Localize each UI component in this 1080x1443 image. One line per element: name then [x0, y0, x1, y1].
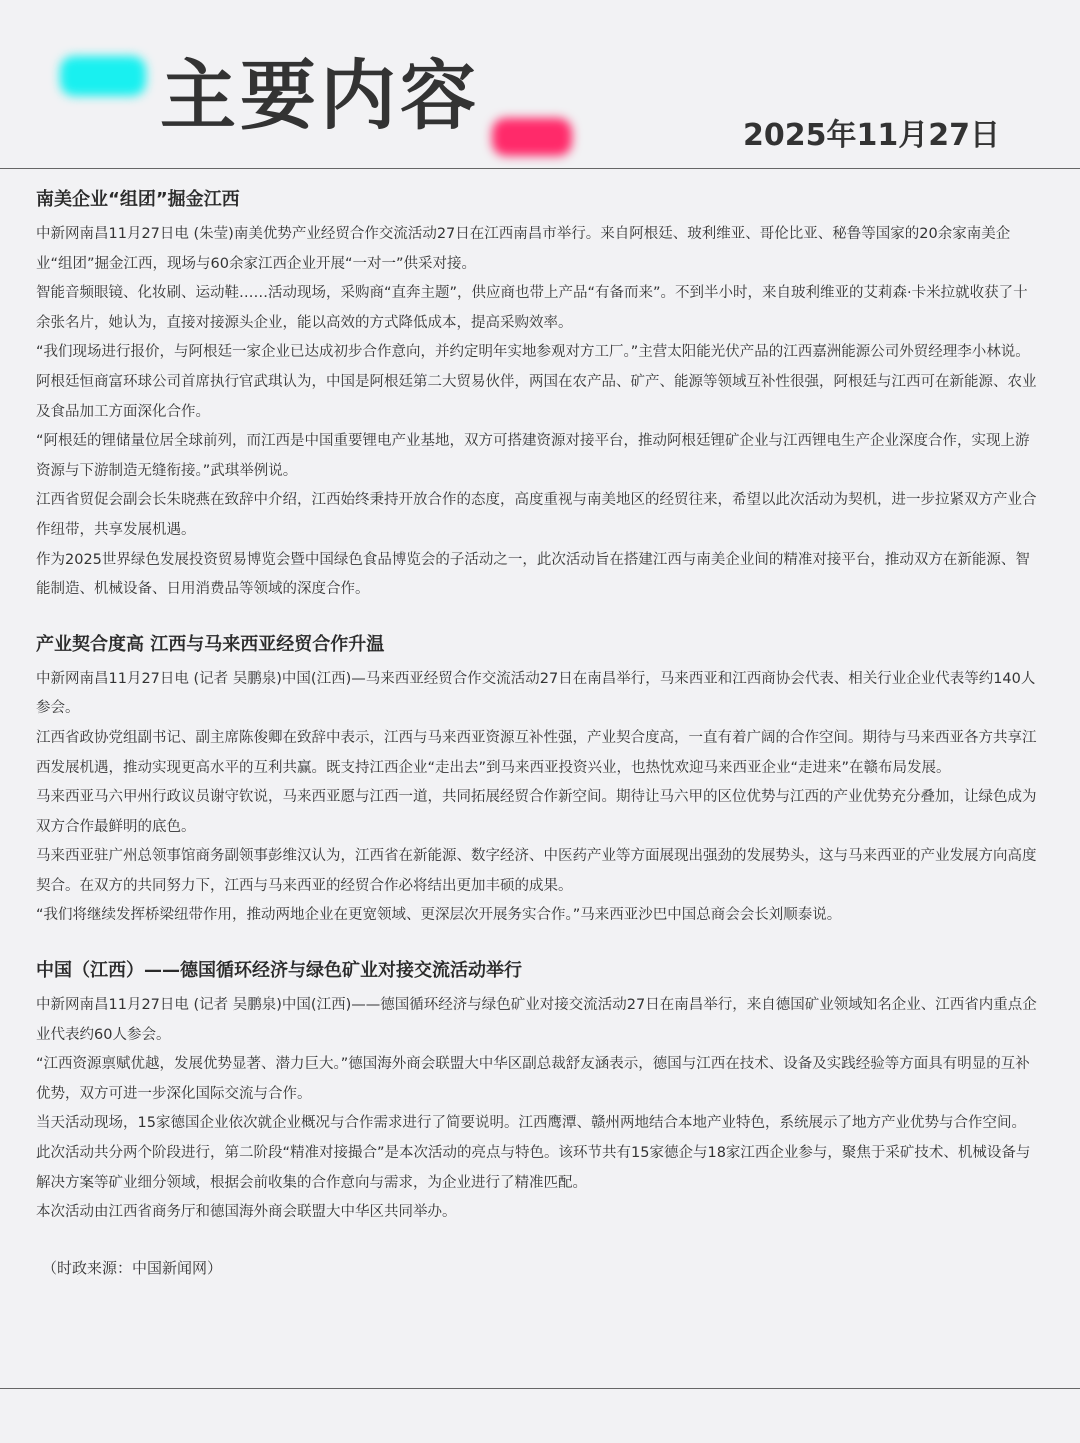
news-source: （时政来源：中国新闻网） — [42, 1258, 223, 1277]
article-paragraph: 本次活动由江西省商务厅和德国海外商会联盟大中华区共同举办。 — [36, 1204, 457, 1221]
article-paragraph: 中新网南昌11月27日电 (记者 吴鹏泉)中国(江西)——德国循环经济与绿色矿业对接交流活动27日在南昌举行，来自德国矿业领域知名企业、江西省内重点企业代表约60人参会。 — [36, 997, 1037, 1043]
header — [0, 0, 1080, 168]
decorative-pink-highlight — [492, 118, 572, 156]
article-paragraph: “我们现场进行报价，与阿根廷一家企业已达成初步合作意向，并约定明年实地参观对方工厂。”主营太阳能光伏产品的江西嘉洲能源公司外贸经理李小林说。 — [36, 344, 1030, 361]
article-paragraph: 阿根廷恒商富环球公司首席执行官武琪认为，中国是阿根廷第二大贸易伙伴，两国在农产品、矿产、能源等领域互补性很强，阿根廷与江西可在新能源、农业及食品加工方面深化合作。 — [36, 373, 1037, 420]
page-date: 2025年11月27日 — [743, 118, 1000, 153]
footer-divider — [0, 1388, 1080, 1389]
article-paragraph: 当天活动现场，15家德国企业依次就企业概况与合作需求进行了简要说明。江西鹰潭、赣州两地结合本地产业特色，系统展示了地方产业优势与合作空间。 — [36, 1115, 1026, 1132]
article-germany — [36, 957, 1040, 1228]
article-title: 南美企业“组团”掘金江西 — [36, 189, 240, 210]
decorative-cyan-highlight — [60, 56, 146, 96]
article-paragraph: 中新网南昌11月27日电 (记者 吴鹏泉)中国(江西)—马来西亚经贸合作交流活动27日在南昌举行，马来西亚和江西商协会代表、相关行业企业代表等约140人参会。 — [36, 670, 1036, 717]
header-divider — [0, 168, 1080, 169]
article-paragraph: 作为2025世界绿色发展投资贸易博览会暨中国绿色食品博览会的子活动之一，此次活动旨在搭建江西与南美企业间的精准对接平台，推动双方在新能源、智能制造、机械设备、日用消费品等领域的深度合作。 — [36, 551, 1030, 598]
article-paragraph: “阿根廷的锂储量位居全球前列，而江西是中国重要锂电产业基地，双方可搭建资源对接平台，推动阿根廷锂矿企业与江西锂电生产企业深度合作，实现上游资源与下游制造无缝衔接。”武琪举例说。 — [36, 433, 1030, 479]
article-paragraph: 此次活动共分两个阶段进行，第二阶段“精准对接撮合”是本次活动的亮点与特色。该环节共有15家德企与18家江西企业参与，聚焦于采矿技术、机械设备与解决方案等矿业细分领域，根据会前收集的合作意向与需求，为企业进行了精准匹配。 — [36, 1145, 1031, 1191]
article-paragraph: 马来西亚马六甲州行政议员谢守钦说，马来西亚愿与江西一道，共同拓展经贸合作新空间。期待让马六甲的区位优势与江西的产业优势充分叠加，让绿色成为双方合作最鲜明的底色。 — [36, 789, 1037, 835]
article-list — [36, 186, 1040, 1282]
article-paragraph: 马来西亚驻广州总领事馆商务副领事彭维汉认为，江西省在新能源、数字经济、中医药产业等方面展现出强劲的发展势头，这与马来西亚的产业发展方向高度契合。在双方的共同努力下，江西与马来西亚的经贸合作必将结出更加丰硕的成果。 — [36, 848, 1037, 894]
article-paragraph: 江西省政协党组副书记、副主席陈俊卿在致辞中表示，江西与马来西亚资源互补性强，产业契合度高，一直有着广阔的合作空间。期待与马来西亚各方共享江西发展机遇，推动实现更高水平的互利共赢。既支持江西企业“走出去”到马来西亚投资兴业，也热忱欢迎马来西亚企业“走进来”在赣布局发展。 — [36, 729, 1037, 776]
article-paragraph: 中新网南昌11月27日电 (朱莹)南美优势产业经贸合作交流活动27日在江西南昌市举行。来自阿根廷、玻利维亚、哥伦比亚、秘鲁等国家的20余家南美企业“组团”掘金江西，现场与60余家江西企业开展“一对一”供采对接。 — [36, 226, 1011, 272]
article-paragraph: 江西省贸促会副会长朱晓燕在致辞中介绍，江西始终秉持开放合作的态度，高度重视与南美地区的经贸往来，希望以此次活动为契机，进一步拉紧双方产业合作纽带，共享发展机遇。 — [36, 492, 1037, 538]
article-title: 产业契合度高 江西与马来西亚经贸合作升温 — [36, 633, 385, 655]
article-paragraph: 智能音频眼镜、化妆刷、运动鞋……活动现场，采购商“直奔主题”，供应商也带上产品“有备而来”。不到半小时，来自玻利维亚的艾莉森·卡米拉就收获了十余张名片，她认为，直接对接源头企业，能以高效的方式降低成本，提高采购效率。 — [36, 285, 1028, 331]
article-malaysia — [36, 631, 1040, 931]
article-south-america — [36, 186, 1040, 605]
page-title: 主要内容 — [160, 51, 480, 140]
article-paragraph: “我们将继续发挥桥梁纽带作用，推动两地企业在更宽领域、更深层次开展务实合作。”马来西亚沙巴中国总商会会长刘顺泰说。 — [36, 907, 842, 924]
article-paragraph: “江西资源禀赋优越，发展优势显著、潜力巨大。”德国海外商会联盟大中华区副总裁舒友涵表示，德国与江西在技术、设备及实践经验等方面具有明显的互补优势，双方可进一步深化国际交流与合作。 — [36, 1056, 1030, 1102]
article-title: 中国（江西）——德国循环经济与绿色矿业对接交流活动举行 — [36, 960, 522, 982]
